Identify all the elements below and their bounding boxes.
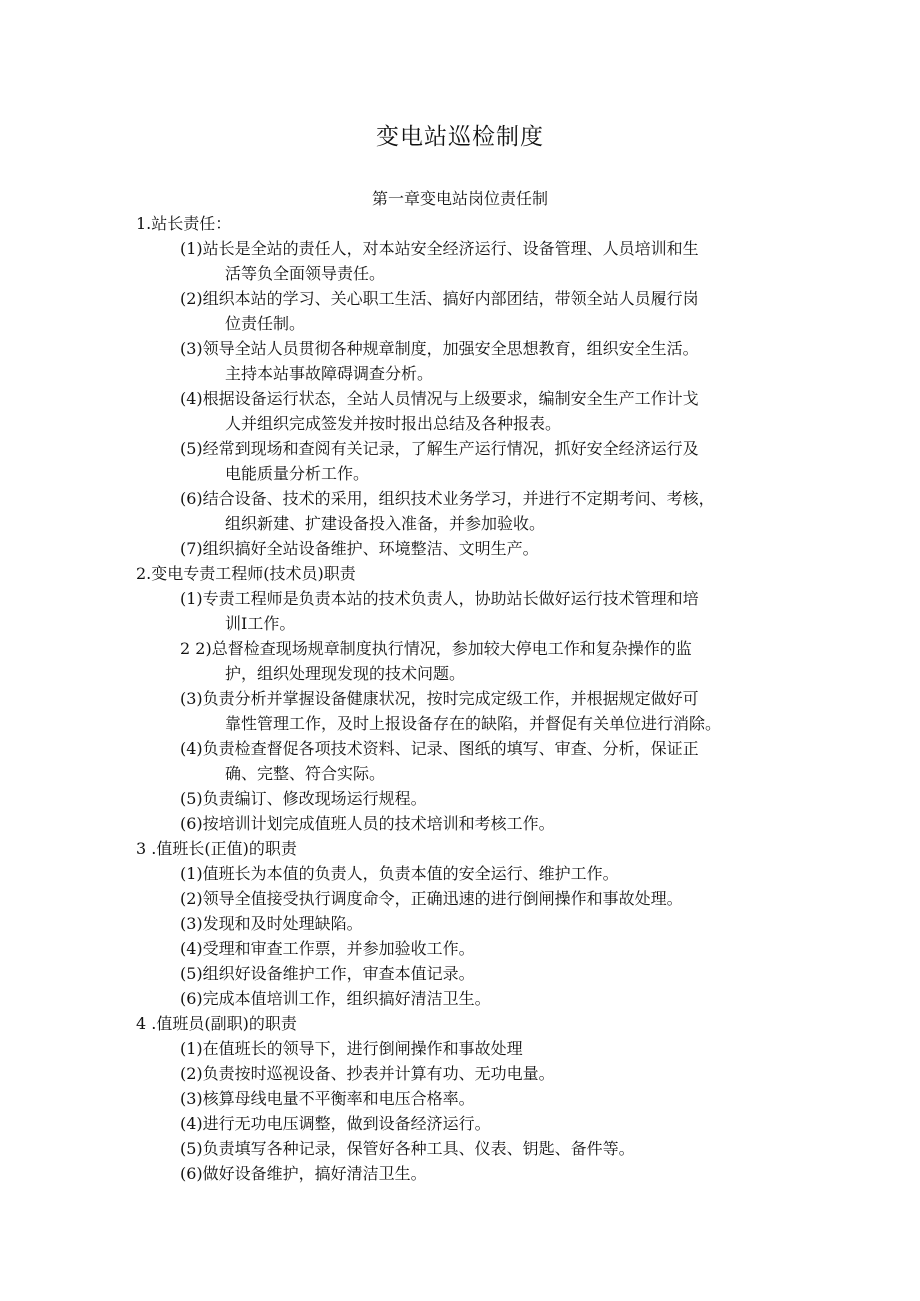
list-item bbox=[180, 1061, 800, 1086]
list-item-text: (5)负责编订、修改现场运行规程。 bbox=[180, 789, 427, 808]
list-item-continuation: 人并组织完成签发并按时报出总结及各种报表。 bbox=[225, 414, 562, 433]
list-item-text: (1)站长是全站的责任人，对本站安全经济运行、设备管理、人员培训和生 bbox=[180, 239, 699, 258]
list-item-text: (4)受理和审查工作票，并参加验收工作。 bbox=[180, 939, 475, 958]
list-item bbox=[180, 1161, 800, 1186]
section-heading: 2.变电专责工程师(技术员)职责 bbox=[136, 564, 356, 583]
list-item bbox=[180, 936, 800, 961]
list-item-text: (6)完成本值培训工作，组织搞好清洁卫生。 bbox=[180, 989, 491, 1008]
list-item-text: 2 2)总督检查现场规章制度执行情况，参加较大停电工作和复杂操作的监 bbox=[180, 639, 692, 658]
list-item-text: (2)领导全值接受执行调度命令，正确迅速的进行倒闸操作和事故处理。 bbox=[180, 889, 683, 908]
list-item bbox=[180, 236, 800, 286]
list-item bbox=[180, 486, 800, 536]
list-item-continuation: 护，组织处理现发现的技术问题。 bbox=[225, 664, 466, 683]
list-item bbox=[180, 986, 800, 1011]
list-item-text: (7)组织搞好全站设备维护、环境整洁、文明生产。 bbox=[180, 539, 539, 558]
list-item-text: (6)结合设备、技术的采用，组织技术业务学习，并进行不定期考问、考核， bbox=[180, 489, 715, 508]
list-item bbox=[180, 786, 800, 811]
list-item bbox=[180, 961, 800, 986]
list-item-continuation: 确、完整、符合实际。 bbox=[225, 764, 386, 783]
list-item bbox=[180, 736, 800, 786]
list-item bbox=[180, 911, 800, 936]
list-item-text: (2)组织本站的学习、关心职工生活、搞好内部团结，带领全站人员履行岗 bbox=[180, 289, 699, 308]
list-item-continuation: 活等负全面领导责任。 bbox=[225, 264, 386, 283]
list-item-text: (5)组织好设备维护工作，审查本值记录。 bbox=[180, 964, 475, 983]
list-item-text: (1)在值班长的领导下，进行倒闸操作和事故处理 bbox=[180, 1039, 523, 1058]
list-item bbox=[180, 336, 800, 386]
list-item-text: (5)经常到现场和查阅有关记录，了解生产运行情况，抓好安全经济运行及 bbox=[180, 439, 699, 458]
list-item-text: (3)核算母线电量不平衡率和电压合格率。 bbox=[180, 1089, 475, 1108]
section-heading: 4 .值班员(副职)的职责 bbox=[136, 1014, 297, 1033]
list-item bbox=[180, 586, 800, 636]
list-item bbox=[180, 811, 800, 836]
list-item-text: (5)负责填写各种记录，保管好各种工具、仪表、钥匙、备件等。 bbox=[180, 1139, 635, 1158]
list-item-text: (3)领导全站人员贯彻各种规章制度，加强安全思想教育，组织安全生活。 bbox=[180, 339, 699, 358]
list-item bbox=[180, 436, 800, 486]
section-heading: 1.站长责任： bbox=[136, 214, 232, 233]
list-item bbox=[180, 1111, 800, 1136]
chapter-title: 第一章变电站岗位责任制 bbox=[371, 189, 548, 208]
list-item-text: (4)负责检查督促各项技术资料、记录、图纸的填写、审查、分析，保证正 bbox=[180, 739, 699, 758]
list-item-text: (3)负责分析并掌握设备健康状况，按时完成定级工作，并根据规定做好可 bbox=[180, 689, 699, 708]
list-item-text: (3)发现和及时处理缺陷。 bbox=[180, 914, 363, 933]
list-item bbox=[180, 886, 800, 911]
list-item-text: (2)负责按时巡视设备、抄表并计算有功、无功电量。 bbox=[180, 1064, 555, 1083]
section-heading: 3 .值班长(正值)的职责 bbox=[136, 839, 297, 858]
list-item-continuation: 位责任制。 bbox=[225, 314, 306, 333]
list-item bbox=[180, 286, 800, 336]
list-item-text: (4)根据设备运行状态，全站人员情况与上级要求，编制安全生产工作计戈 bbox=[180, 389, 699, 408]
list-item bbox=[180, 1136, 800, 1161]
list-item-text: (4)进行无功电压调整，做到设备经济运行。 bbox=[180, 1114, 491, 1133]
list-item bbox=[180, 686, 800, 736]
list-item bbox=[180, 386, 800, 436]
list-item-continuation: 组织新建、扩建设备投入准备，并参加验收。 bbox=[225, 514, 546, 533]
list-item-continuation: 电能质量分析工作。 bbox=[225, 464, 370, 483]
list-item bbox=[180, 636, 800, 686]
list-item-text: (1)专责工程师是负责本站的技术负责人，协助站长做好运行技术管理和培 bbox=[180, 589, 699, 608]
list-item-continuation: 主持本站事故障碍调查分析。 bbox=[225, 364, 434, 383]
list-item bbox=[180, 1086, 800, 1111]
document-body bbox=[0, 211, 920, 1186]
list-item-text: (6)做好设备维护，搞好清洁卫生。 bbox=[180, 1164, 427, 1183]
list-item-continuation: 靠性管理工作，及时上报设备存在的缺陷，并督促有关单位进行消除。 bbox=[225, 714, 722, 733]
list-item bbox=[180, 1036, 800, 1061]
list-item bbox=[180, 861, 800, 886]
list-item-text: (1)值班长为本值的负责人，负责本值的安全运行、维护工作。 bbox=[180, 864, 619, 883]
list-item-text: (6)按培训计划完成值班人员的技术培训和考核工作。 bbox=[180, 814, 555, 833]
list-item bbox=[180, 536, 800, 561]
document-title: 变电站巡检制度 bbox=[376, 124, 544, 150]
list-item-continuation: 训I工作。 bbox=[225, 614, 296, 633]
